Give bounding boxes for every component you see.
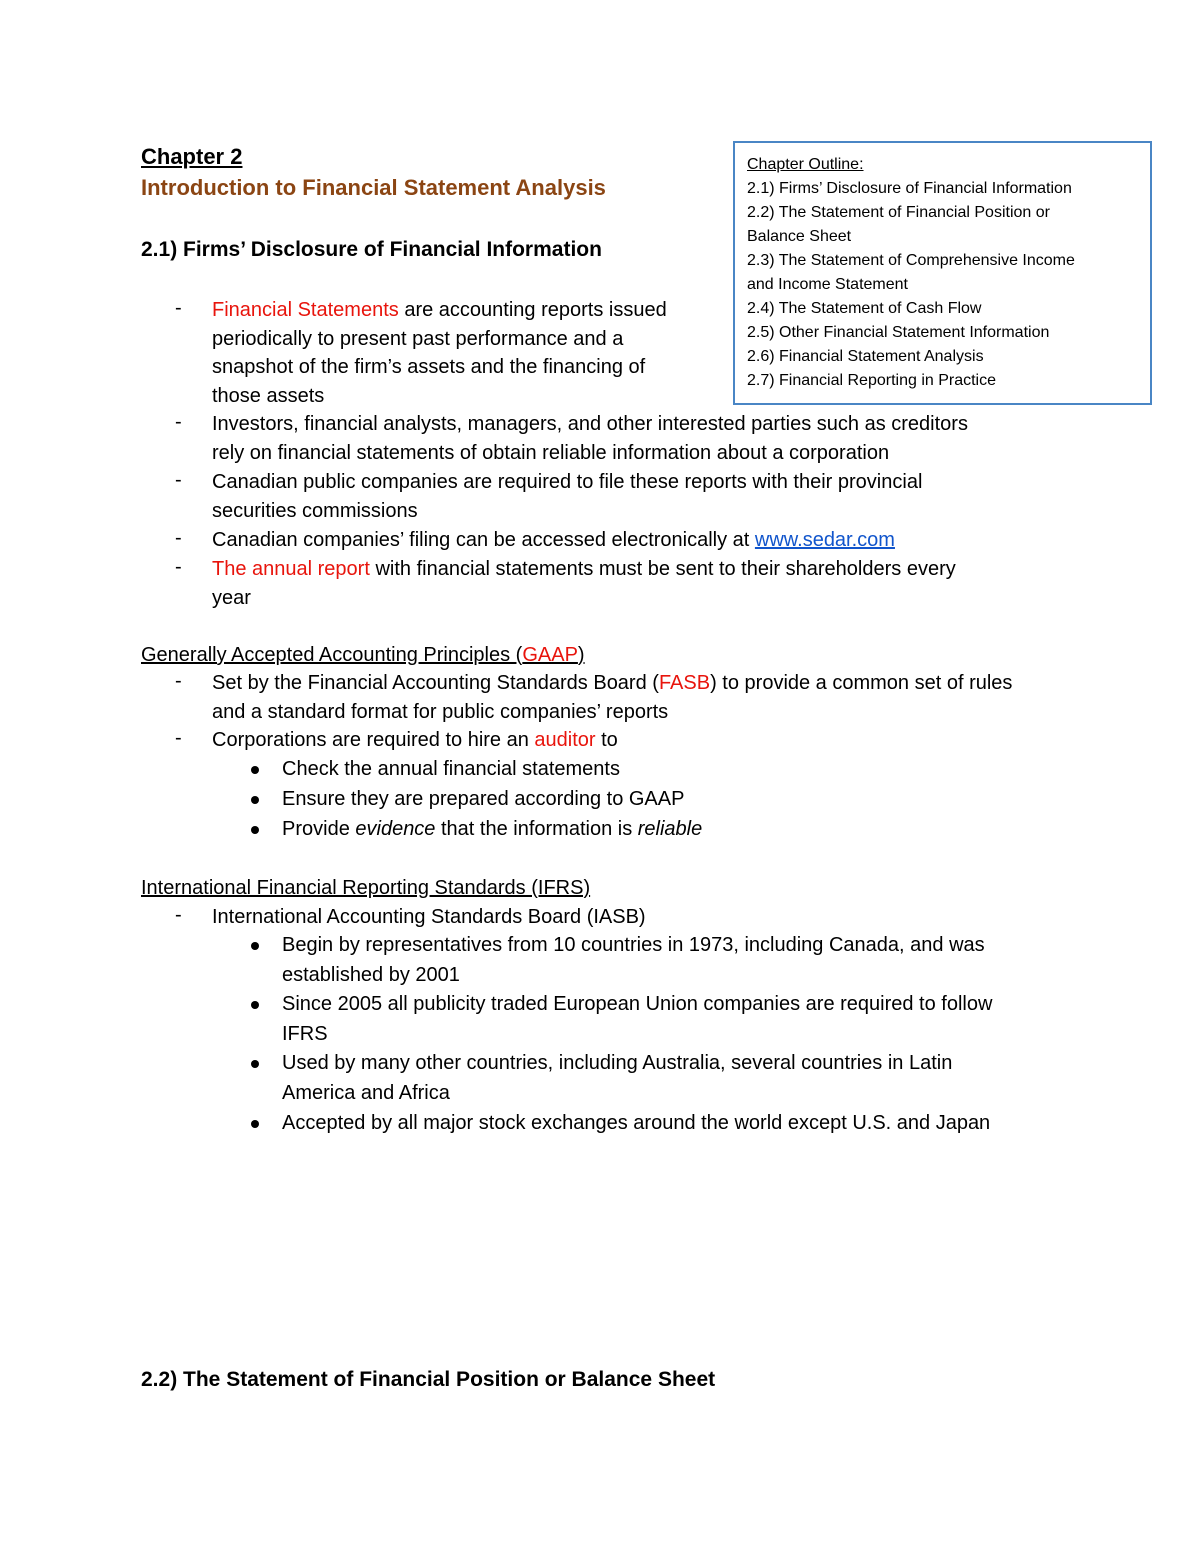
bullet-financial-statements: Financial Statements are accounting reports issued — [212, 299, 667, 321]
term-annual-report: The annual report — [212, 558, 370, 580]
bullet-investors: Investors, financial analysts, managers, and other interested parties such as creditors — [212, 413, 968, 435]
sub-bullet-line: America and Africa — [282, 1082, 450, 1104]
bullet-dot — [251, 942, 259, 950]
bullet-line: rely on financial statements of obtain reliable information about a corporation — [212, 442, 890, 464]
dash-marker: - — [175, 556, 182, 578]
outline-item: Balance Sheet — [747, 228, 852, 245]
sub-bullet-accepted: Accepted by all major stock exchanges around the world except U.S. and Japan — [282, 1112, 991, 1134]
dash-marker: - — [175, 469, 182, 491]
bullet-line: securities commissions — [212, 500, 418, 522]
bullet-iasb: International Accounting Standards Board (IASB) — [212, 906, 646, 928]
outline-item: 2.4) The Statement of Cash Flow — [747, 300, 982, 317]
outline-item: 2.1) Firms’ Disclosure of Financial Information — [747, 180, 1072, 197]
sub-bullet-since-2005: Since 2005 all publicity traded European Union companies are required to follow — [282, 993, 993, 1015]
outline-item: 2.7) Financial Reporting in Practice — [747, 372, 997, 389]
outline-item: 2.5) Other Financial Statement Information — [747, 324, 1050, 341]
bullet-line: and a standard format for public companies’ reports — [212, 701, 669, 723]
chapter-title: Introduction to Financial Statement Analysis — [141, 175, 606, 200]
bullet-sedar: Canadian companies’ filing can be accessed electronically at www.sedar.com — [212, 529, 895, 551]
bullet-annual-report: The annual report with financial statements must be sent to their shareholders every — [212, 558, 956, 580]
bullet-dot — [251, 826, 259, 834]
dash-marker: - — [175, 904, 182, 926]
outline-item: 2.2) The Statement of Financial Position or — [747, 204, 1050, 221]
bullet-line: those assets — [212, 385, 325, 407]
outline-item: 2.6) Financial Statement Analysis — [747, 348, 984, 365]
dash-marker: - — [175, 411, 182, 433]
sub-bullet-line: IFRS — [282, 1023, 328, 1045]
bullet-fasb: Set by the Financial Accounting Standards Board (FASB) to provide a common set of rules — [212, 672, 1013, 694]
sub-bullet-check: Check the annual financial statements — [282, 758, 620, 780]
sub-bullet-begin: Begin by representatives from 10 countries in 1973, including Canada, and was — [282, 934, 985, 956]
sub-bullet-used-by: Used by many other countries, including Australia, several countries in Latin — [282, 1052, 953, 1074]
chapter-outline-box — [733, 141, 1152, 405]
sub-bullet-ensure: Ensure they are prepared according to GAAP — [282, 788, 685, 810]
dash-marker: - — [175, 297, 182, 319]
outline-title: Chapter Outline: — [747, 156, 864, 173]
gaap-heading: Generally Accepted Accounting Principles (GAAP) — [141, 644, 585, 666]
section-heading-2-2: 2.2) The Statement of Financial Position or Balance Sheet — [141, 1368, 716, 1391]
dash-marker: - — [175, 527, 182, 549]
chapter-label: Chapter 2 — [141, 144, 243, 169]
outline-item: 2.3) The Statement of Comprehensive Income — [747, 252, 1075, 269]
dash-marker: - — [175, 670, 182, 692]
sub-bullet-line: established by 2001 — [282, 964, 460, 986]
ifrs-heading: International Financial Reporting Standards (IFRS) — [141, 877, 591, 899]
bullet-line: snapshot of the firm’s assets and the financing of — [212, 356, 646, 378]
bullet-line: periodically to present past performance and a — [212, 328, 624, 350]
bullet-line: year — [212, 587, 251, 609]
term-auditor: auditor — [534, 729, 596, 751]
sedar-link[interactable]: www.sedar.com — [754, 529, 895, 551]
bullet-canadian-public: Canadian public companies are required to file these reports with their provincial — [212, 471, 923, 493]
dash-marker: - — [175, 727, 182, 749]
term-financial-statements: Financial Statements — [212, 299, 399, 321]
bullet-dot — [251, 1001, 259, 1009]
sub-bullet-provide: Provide evidence that the information is reliable — [282, 818, 703, 840]
bullet-auditor: Corporations are required to hire an auditor to — [212, 729, 618, 751]
bullet-dot — [251, 1120, 259, 1128]
section-heading-2-1: 2.1) Firms’ Disclosure of Financial Information — [141, 238, 602, 261]
bullet-dot — [251, 766, 259, 774]
bullet-dot — [251, 796, 259, 804]
outline-item: and Income Statement — [747, 276, 908, 293]
bullet-dot — [251, 1060, 259, 1068]
